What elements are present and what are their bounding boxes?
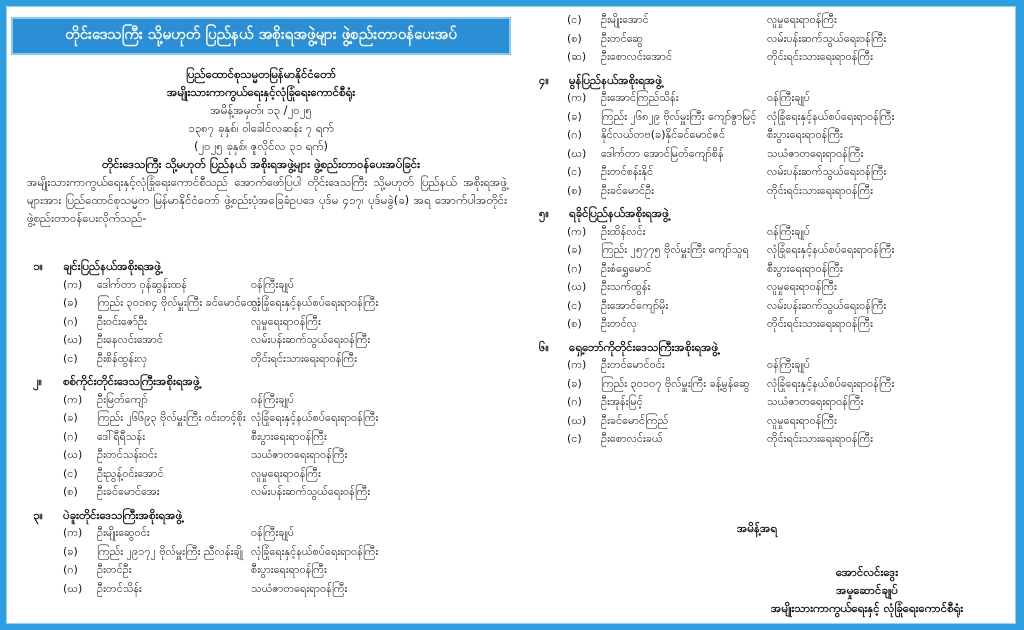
member-role: ဝန်ကြီးချုပ် bbox=[767, 91, 811, 104]
member-mark: (ခ) bbox=[63, 544, 78, 558]
member-name: ဦးတင်လှ bbox=[601, 317, 638, 330]
member-name: ကြည်း ၃၀၁၈၄ ဗိုလ်မှူးကြီး ခင်မောင်ထွေး bbox=[97, 296, 261, 309]
member-mark: (ဂ) bbox=[63, 429, 78, 443]
section-number: ၁။ bbox=[33, 259, 43, 273]
member-role: လုံခြုံရေးနှင့်နယ်စပ်ရေးရာဝန်ကြီး bbox=[251, 411, 379, 424]
member-role: တိုင်းရင်းသားရေးရာဝန်ကြီး bbox=[767, 50, 873, 63]
member-mark: (ဃ) bbox=[63, 333, 83, 346]
member-mark: (င) bbox=[567, 298, 582, 312]
member-mark: (ခ) bbox=[567, 109, 582, 123]
section-heading bbox=[33, 506, 182, 524]
member-mark: (င) bbox=[63, 466, 78, 480]
member-mark: (ဂ) bbox=[63, 314, 78, 328]
signer-name: အောင်လင်းဒွေး bbox=[835, 565, 899, 579]
member-role: ဝန်ကြီးချုပ် bbox=[251, 277, 295, 291]
member-role: လူမှုရေးရာဝန်ကြီး bbox=[767, 413, 837, 427]
member-name: ဦးတင်သန်းဝင်း bbox=[97, 448, 157, 461]
member-mark: (ဂ) bbox=[567, 128, 582, 141]
member-mark: (စ) bbox=[567, 317, 582, 330]
member-mark: (က) bbox=[63, 392, 83, 406]
member-role: တိုင်းရင်းသားရေးရာဝန်ကြီး bbox=[251, 351, 357, 365]
order-intro: အမျိုးသားကာကွယ်ရေးနှင့်လုံခြုံရေးကောင်စီသည် အောက်ဖော်ပြပါ တိုင်းဒေသကြီး သို့မဟုတ် ပြည်နယ် အစိုးရအဖွဲ့များအား ပြည်ထောင်စုသမ္မတ မြန်မာနိုင်ငံတော် ဖွဲ့စည်းပုံအခြေခံဥပဒေ ပုဒ်မ ၄၁၇၊ ပုဒ်မခွဲ(ခ) အရ အောက်ပါအတိုင်း ဖွဲ့စည်းတာဝန်ပေးလိုက်သည်- bbox=[27, 175, 507, 225]
member-role: လုံခြုံရေးနှင့်နယ်စပ်ရေးရာဝန်ကြီး bbox=[767, 109, 895, 123]
member-name: ဦးမျိုးအောင် bbox=[601, 13, 649, 26]
member-name: ဦးတင်ဆွေ bbox=[601, 31, 643, 45]
member-name: ကြည်း ၂၉၁၇၂ ဗိုလ်မှူးကြီး ညီလန်းချို bbox=[97, 544, 243, 558]
member-mark: (ဃ) bbox=[567, 413, 587, 427]
banner-title: တိုင်းဒေသကြီး သို့မဟုတ် ပြည်နယ် အစိုးရအဖွဲ့များ ဖွဲ့စည်းတာဝန်ပေးအပ် bbox=[11, 17, 511, 55]
member-role: တိုင်းရင်းသားရေးရာဝန်ကြီး bbox=[767, 432, 873, 445]
section-number: ၂။ bbox=[33, 374, 43, 388]
member-role: လမ်းပန်းဆက်သွယ်ရေးဝန်ကြီး bbox=[767, 31, 887, 45]
member-role: သယံဇာတရေးရာဝန်ကြီး bbox=[767, 395, 864, 408]
member-name: ဦးထိန်လင်း bbox=[601, 224, 646, 238]
member-name: ဦးခင်မောင်ဦး bbox=[601, 183, 654, 197]
member-role: လမ်းပန်းဆက်သွယ်ရေးဝန်ကြီး bbox=[767, 165, 887, 178]
member-name: ဒေါက်တာ အောင်မြတ်ကျော်စိန် bbox=[601, 146, 724, 160]
section-title: ချင်းပြည်နယ်အစိုးရအဖွဲ့ bbox=[63, 259, 161, 273]
member-name: ဦးစောလင်းအောင် bbox=[601, 50, 673, 63]
member-name: ဦးအောင်ကျော်မိုး bbox=[601, 298, 669, 312]
member-mark: (ဂ) bbox=[567, 261, 582, 275]
member-mark: (ဆ) bbox=[567, 50, 587, 63]
section-heading bbox=[33, 257, 161, 275]
member-role: လူမှုရေးရာဝန်ကြီး bbox=[251, 466, 321, 480]
member-name: ဒေါ်ရီရီသန်း bbox=[97, 429, 145, 443]
member-mark: (စ) bbox=[567, 31, 582, 45]
member-name: ဦးတင်မောင်ဝင်း bbox=[601, 358, 665, 371]
member-mark: (ဃ) bbox=[567, 146, 587, 160]
member-mark: (က) bbox=[567, 224, 587, 238]
section-number: ၅။ bbox=[539, 206, 549, 220]
order-date-gregorian: (၂၀၂၅ ခုနှစ်၊ ဇူလိုင်လ ၃၁ ရက်) bbox=[193, 139, 329, 153]
order-number: အမိန့်အမှတ်၊ ၁၃ /၂၀၂၅ bbox=[210, 103, 312, 117]
section-heading bbox=[539, 71, 662, 89]
member-name: ဦးစံရွှေမောင် bbox=[601, 261, 652, 275]
signer-office: အမျိုးသားကာကွယ်ရေးနှင့် လုံခြုံရေးကောင်စီရုံး bbox=[770, 601, 964, 615]
member-mark: (က) bbox=[567, 358, 587, 371]
member-role: လမ်းပန်းဆက်သွယ်ရေးဝန်ကြီး bbox=[767, 298, 887, 312]
section-title: မွန်ပြည်နယ်အစိုးရအဖွဲ့ bbox=[569, 72, 662, 87]
member-mark: (စ) bbox=[567, 183, 582, 197]
by-order-label: အမိန့်အရ bbox=[736, 521, 778, 535]
member-mark: (ခ) bbox=[567, 243, 582, 256]
member-mark: (ဃ) bbox=[63, 581, 83, 595]
member-mark: (င) bbox=[567, 432, 582, 445]
member-name: ဦးခင်မောင်အေး bbox=[97, 485, 160, 498]
left-column bbox=[7, 7, 517, 623]
member-name: ဒေါက်တာ ဝှန်ဆွန်းထန် bbox=[97, 277, 187, 291]
member-mark: (က) bbox=[63, 526, 83, 539]
order-date-myanmar: ၁၃၈၇ ခုနှစ်၊ ဝါခေါင်လဆန်း ၇ ရက် bbox=[188, 121, 334, 135]
member-role: ဝန်ကြီးချုပ် bbox=[251, 526, 295, 539]
section-title: စစ်ကိုင်းတိုင်းဒေသကြီးအစိုးရအဖွဲ့ bbox=[63, 374, 200, 388]
order-subject: တိုင်းဒေသကြီး သို့မဟုတ် ပြည်နယ် အစိုးရအဖွဲ့များ ဖွဲ့စည်းတာဝန်ပေးအပ်ခြင်း bbox=[101, 157, 421, 171]
member-role: စီးပွားရေးရာဝန်ကြီး bbox=[251, 429, 327, 443]
section-title: ရှေ့ဘော်ကိုတိုင်းဒေသကြီးအစိုးရအဖွဲ့ bbox=[569, 339, 719, 354]
member-name: ဦးဝင်းဇော်ဦး bbox=[97, 314, 147, 328]
member-role: စီးပွားရေးရာဝန်ကြီး bbox=[251, 563, 327, 576]
member-name: ဦးတင်ဦး bbox=[97, 563, 132, 576]
member-mark: (က) bbox=[63, 277, 83, 291]
member-name: ဦးနေလင်းအောင် bbox=[97, 333, 164, 346]
member-name: ဦးတင်စန်းနိုင် bbox=[601, 165, 654, 178]
member-mark: (ဂ) bbox=[63, 563, 78, 576]
member-role: လူမှုရေးရာဝန်ကြီး bbox=[251, 314, 321, 328]
member-mark: (က) bbox=[567, 91, 587, 104]
section-title: ပဲခူးတိုင်းဒေသကြီးအစိုးရအဖွဲ့ bbox=[63, 507, 183, 522]
member-name: ကြည်း ၂၅၇၇၅ ဗိုလ်မှူးကြီး ကျော်သူရ bbox=[601, 243, 749, 256]
council-heading: အမျိုးသားကာကွယ်ရေးနှင့်လုံခြုံရေးကောင်စီရုံး bbox=[166, 85, 356, 99]
member-name: ကြည်း ၃၀၁၀၇ ဗိုလ်မှူးကြီး ခန့်မွန်ဆွေ bbox=[601, 376, 750, 390]
member-name: ဦးစိန်ထွန်းလှ bbox=[97, 351, 148, 365]
member-role: လုံခြုံရေးနှင့်နယ်စပ်ရေးရာဝန်ကြီး bbox=[767, 376, 895, 390]
member-name: ကြည်း ၂၆၈၂၉ ဗိုလ်မှူးကြီး ကျော်ဇွာမြင့် bbox=[601, 109, 757, 123]
member-mark: (င) bbox=[567, 13, 582, 26]
member-role: ဝန်ကြီးချုပ် bbox=[251, 392, 295, 406]
section-heading bbox=[539, 338, 718, 356]
member-role: ဝန်ကြီးချုပ် bbox=[767, 224, 811, 238]
member-role: သယံဇာတရေးရာဝန်ကြီး bbox=[767, 146, 864, 160]
right-column bbox=[527, 7, 1013, 623]
member-role: ဝန်ကြီးချုပ် bbox=[767, 358, 811, 371]
member-mark: (ဂ) bbox=[567, 395, 582, 408]
member-mark: (ဃ) bbox=[567, 280, 587, 293]
member-role: လမ်းပန်းဆက်သွယ်ရေးဝန်ကြီး bbox=[251, 485, 371, 498]
member-name: ဦးခင်မောင်ကြည် bbox=[601, 413, 669, 427]
member-mark: (ခ) bbox=[567, 376, 582, 390]
member-name: ဦးသက်ထွန်း bbox=[601, 280, 651, 293]
section-heading bbox=[33, 372, 200, 390]
member-name: ဦးစောလင်းခယ် bbox=[601, 432, 663, 445]
member-name: ဦးတင်သိန်း bbox=[97, 581, 142, 595]
member-name: ဦးမြတ်ကျော် bbox=[97, 392, 148, 406]
member-role: လုံခြုံရေးနှင့်နယ်စပ်ရေးရာဝန်ကြီး bbox=[251, 296, 379, 309]
section-number: ၃။ bbox=[33, 507, 43, 522]
member-role: စီးပွားရေးရာဝန်ကြီး bbox=[767, 261, 843, 275]
member-role: လမ်းပန်းဆက်သွယ်ရေးဝန်ကြီး bbox=[251, 333, 371, 346]
section-number: ၆။ bbox=[539, 339, 549, 354]
member-role: လူမှုရေးရာဝန်ကြီး bbox=[767, 280, 837, 293]
section-title: ရခိုင်ပြည်နယ်အစိုးရအဖွဲ့ bbox=[569, 206, 669, 220]
member-role: စီးပွားရေးရာဝန်ကြီး bbox=[767, 128, 843, 141]
member-role: တိုင်းရင်းသားရေးရာဝန်ကြီး bbox=[767, 317, 873, 330]
member-mark: (င) bbox=[567, 165, 582, 178]
member-name: ဦးညွန့်ဝင်းအောင် bbox=[97, 466, 164, 480]
member-name: ဦးအုန်းမြင့် bbox=[601, 395, 643, 408]
member-mark: (င) bbox=[63, 351, 78, 365]
member-role: လုံခြုံရေးနှင့်နယ်စပ်ရေးရာဝန်ကြီး bbox=[251, 544, 379, 558]
member-role: သယံဇာတရေးရာဝန်ကြီး bbox=[251, 448, 348, 461]
member-mark: (ခ) bbox=[63, 411, 78, 424]
member-name: နိုင်လယ်တဗ(ခ)နိုင်ခင်မောင်ဇင် bbox=[601, 128, 726, 141]
member-mark: (ဃ) bbox=[63, 448, 83, 461]
signer-title: အမှုဆောင်ချုပ် bbox=[836, 583, 898, 597]
member-name: ဦးအောင်ကြည်သိန်း bbox=[601, 91, 679, 104]
member-mark: (ခ) bbox=[63, 296, 78, 309]
member-role: လုံခြုံရေးနှင့်နယ်စပ်ရေးရာဝန်ကြီး bbox=[767, 243, 895, 256]
government-heading: ပြည်ထောင်စုသမ္မတမြန်မာနိုင်ငံတော် bbox=[185, 67, 337, 81]
section-number: ၄။ bbox=[539, 72, 549, 87]
member-role: တိုင်းရင်းသားရေးရာဝန်ကြီး bbox=[767, 183, 873, 197]
section-heading bbox=[539, 204, 669, 222]
member-mark: (စ) bbox=[63, 485, 78, 498]
document-frame bbox=[6, 6, 1016, 624]
member-role: သယံဇာတရေးရာဝန်ကြီး bbox=[251, 581, 348, 595]
member-role: လူမှုရေးရာဝန်ကြီး bbox=[767, 13, 837, 26]
member-name: ကြည်း ၂၆၆၉၃ ဗိုလ်မှူးကြီး ဝင်းတင့်စိုး bbox=[97, 411, 246, 424]
member-name: ဦးမျိုးဆွေဝင်း bbox=[97, 526, 150, 539]
